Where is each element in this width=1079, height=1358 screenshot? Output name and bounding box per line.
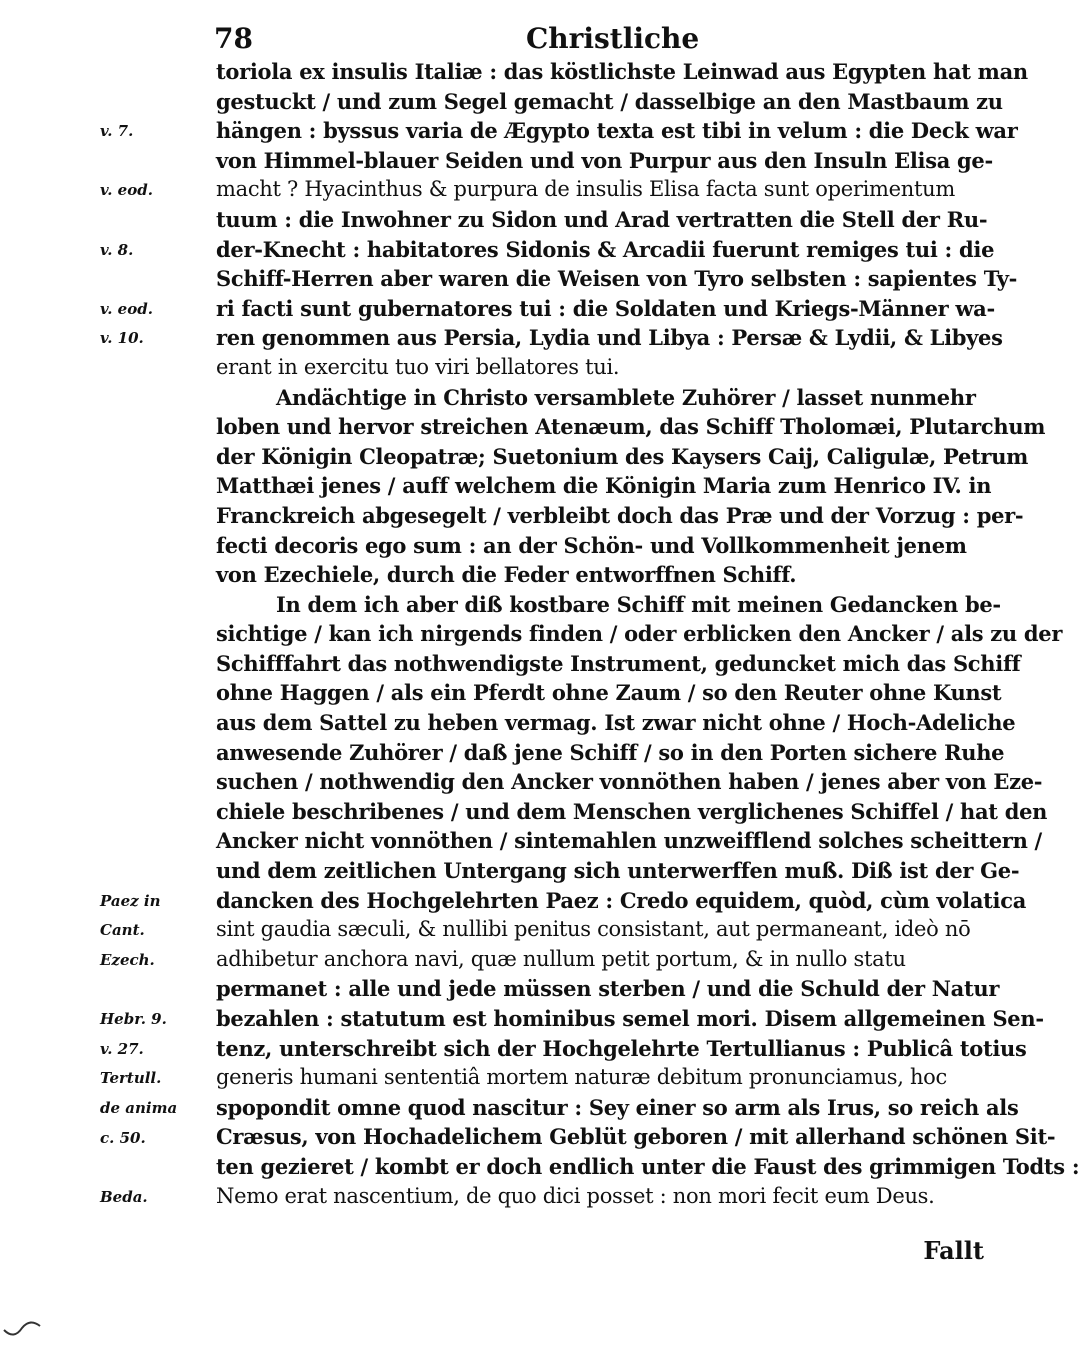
text-line: aus dem Sattel zu heben vermag. Ist zwar nicht ohne / Hoch-Adeliche bbox=[216, 710, 1016, 736]
text-line: sint gaudia sæculi, & nullibi penitus consistant, aut permaneant, ideò nō bbox=[216, 917, 971, 942]
text-line: hängen : byssus varia de Ægypto texta est tibi in velum : die Deck war bbox=[216, 118, 1018, 144]
margin-note: de anima bbox=[100, 1099, 178, 1117]
running-head: Christliche bbox=[526, 22, 700, 55]
margin-note: c. 50. bbox=[100, 1128, 146, 1147]
text-line: macht ? Hyacinthus & purpura de insulis Elisa facta sunt operimentum bbox=[216, 177, 955, 202]
text-line: der-Knecht : habitatores Sidonis & Arcadii fuerunt remiges tui : die bbox=[216, 236, 995, 262]
text-line: der Königin Cleopatræ; Suetonium des Kaysers Caij, Caligulæ, Petrum bbox=[216, 443, 1029, 469]
text-line: Andächtige in Christo versamblete Zuhörer / lasset nunmehr bbox=[276, 384, 976, 410]
margin-note: v. 8. bbox=[100, 240, 134, 259]
margin-note: v. 27. bbox=[100, 1039, 144, 1058]
catchword: Fallt bbox=[923, 1236, 984, 1265]
text-line: sichtige / kan ich nirgends finden / oder erblicken den Ancker / als zu der bbox=[216, 621, 1063, 647]
text-line: Ancker nicht vonnöthen / sintemahlen unzweifflend solches scheittern / bbox=[216, 828, 1042, 854]
text-line: erant in exercitu tuo viri bellatores tui. bbox=[216, 354, 620, 379]
margin-note: v. eod. bbox=[100, 299, 153, 318]
text-line: gestuckt / und zum Segel gemacht / dasselbige an den Mastbaum zu bbox=[216, 88, 1003, 114]
margin-note: Hebr. 9. bbox=[100, 1010, 167, 1029]
text-line: adhibetur anchora navi, quæ nullum petit portum, & in nullo statu bbox=[216, 946, 906, 971]
text-line: loben und hervor streichen Atenæum, das Schiff Tholomæi, Plutarchum bbox=[216, 414, 1046, 440]
text-line: ohne Haggen / als ein Pferdt ohne Zaum / so den Reuter ohne Kunst bbox=[216, 680, 1002, 706]
text-line: In dem ich aber diß kostbare Schiff mit meinen Gedancken be- bbox=[276, 591, 1001, 617]
text-line: anwesende Zuhörer / daß jene Schiff / so in den Porten sichere Ruhe bbox=[216, 739, 1005, 765]
margin-note: Ezech. bbox=[100, 951, 155, 969]
text-line: Matthæi jenes / auff welchem die Königin Maria zum Henrico IV. in bbox=[216, 473, 992, 499]
text-line: bezahlen : statutum est hominibus semel mori. Disem allgemeinen Sen- bbox=[216, 1006, 1044, 1031]
margin-note: Tertull. bbox=[100, 1069, 162, 1088]
text-line: chiele beschribenes / und dem Menschen verglichenes Schiffel / hat den bbox=[216, 798, 1048, 824]
margin-note: Paez in bbox=[100, 891, 161, 910]
text-line: und dem zeitlichen Untergang sich unterwerffen muß. Diß ist der Ge- bbox=[216, 858, 1020, 884]
margin-note: v. eod. bbox=[100, 181, 153, 200]
text-line: tuum : die Inwohner zu Sidon und Arad vertratten die Stell der Ru- bbox=[216, 206, 988, 232]
text-line: dancken des Hochgelehrten Paez : Credo equidem, quòd, cùm volatica bbox=[216, 887, 1026, 913]
text-line: spopondit omne quod nascitur : Sey einer so arm als Irus, so reich als bbox=[216, 1094, 1019, 1120]
text-line: Cræsus, von Hochadelichem Geblüt geboren / mit allerhand schönen Sit- bbox=[216, 1124, 1056, 1150]
text-line: tenz, unterschreibt sich der Hochgelehrte Tertullianus : Publicâ totius bbox=[216, 1035, 1027, 1061]
ink-mark bbox=[0, 1300, 60, 1350]
text-line: von Himmel-blauer Seiden und von Purpur aus den Insuln Elisa ge- bbox=[216, 147, 993, 173]
text-line: permanet : alle und jede müssen sterben / und die Schuld der Natur bbox=[216, 976, 1000, 1002]
page-number: 78 bbox=[214, 22, 253, 55]
margin-note: v. 7. bbox=[100, 122, 134, 141]
text-line: Franckreich abgesegelt / verbleibt doch das Præ und der Vorzug : per- bbox=[216, 502, 1024, 528]
text-line: Schiff-Herren aber waren die Weisen von Tyro selbsten : sapientes Ty- bbox=[216, 266, 1018, 292]
text-line: von Ezechiele, durch die Feder entworffnen Schiff. bbox=[216, 562, 797, 588]
text-line: generis humani sententiâ mortem naturæ debitum pronunciamus, hoc bbox=[216, 1065, 947, 1090]
text-line: Schifffahrt das nothwendigste Instrument, geduncket mich das Schiff bbox=[216, 650, 1021, 676]
text-line: suchen / nothwendig den Ancker vonnöthen haben / jenes aber von Eze- bbox=[216, 769, 1043, 795]
text-line: fecti decoris ego sum : an der Schön- und Vollkommenheit jenem bbox=[216, 532, 967, 558]
text-line: toriola ex insulis Italiæ : das köstlichste Leinwad aus Egypten hat man bbox=[216, 59, 1028, 84]
margin-note: v. 10. bbox=[100, 329, 144, 348]
page-header bbox=[0, 22, 1024, 58]
margin-note: Cant. bbox=[100, 921, 145, 940]
text-line: Nemo erat nascentium, de quo dici posset : non mori fecit eum Deus. bbox=[216, 1183, 935, 1208]
body-text bbox=[216, 57, 1079, 1211]
margin-note: Beda. bbox=[100, 1187, 148, 1206]
text-line: ren genommen aus Persia, Lydia und Libya : Persæ & Lydii, & Libyes bbox=[216, 325, 1003, 351]
text-line: ten gezieret / kombt er doch endlich unter die Faust des grimmigen Todts : bbox=[216, 1153, 1079, 1179]
text-line: ri facti sunt gubernatores tui : die Soldaten und Kriegs-Männer wa- bbox=[216, 295, 995, 321]
